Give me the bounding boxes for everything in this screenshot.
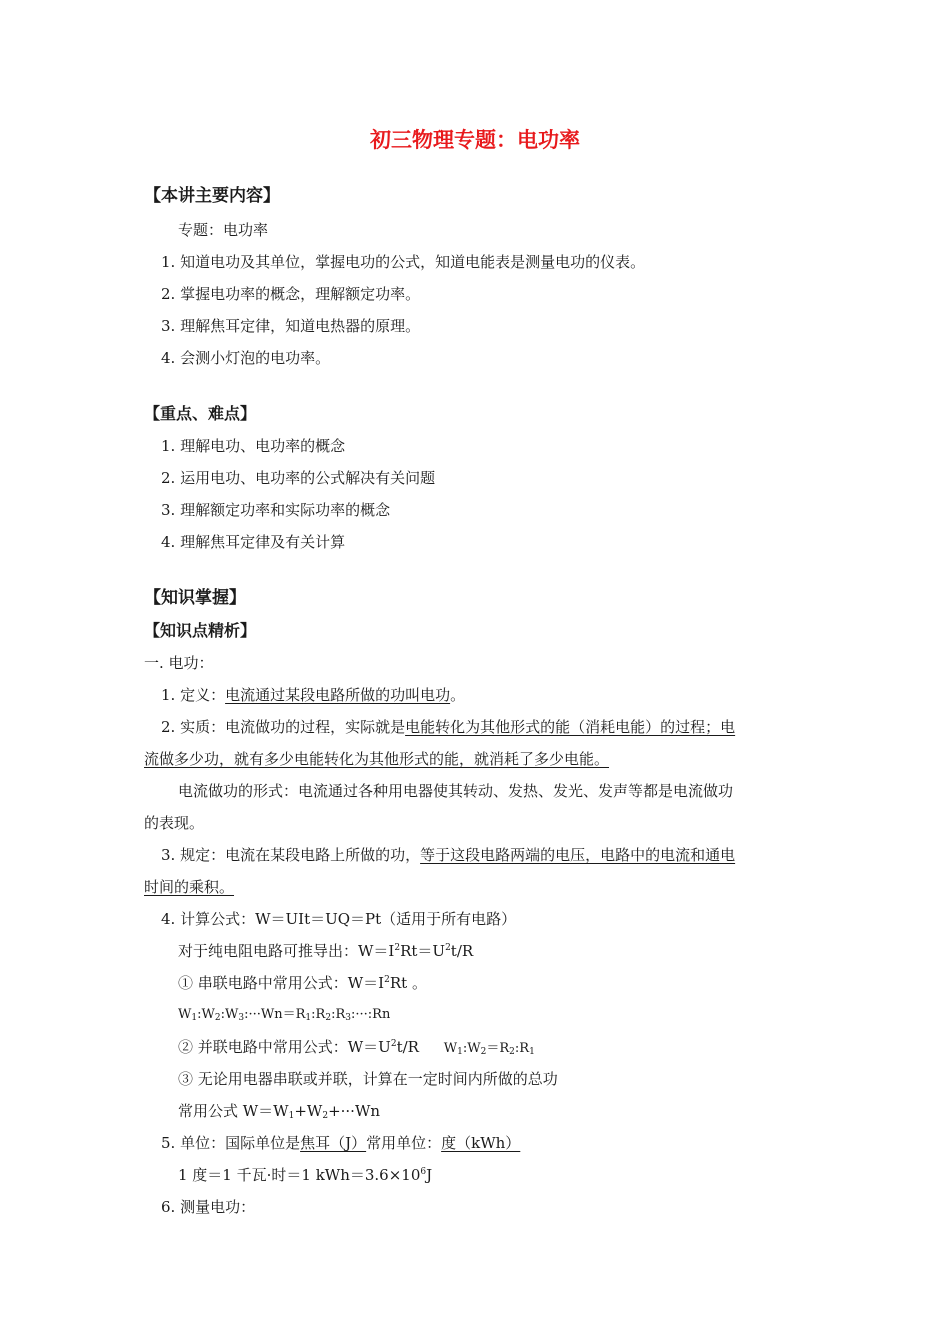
form-line-2: 的表现。 xyxy=(144,814,205,832)
nature-underlined-2: 流做多少功，就有多少电能转化为其他形式的能，就消耗了多少电能。 xyxy=(144,750,610,768)
parallel-formula xyxy=(178,1037,535,1059)
formula-part: R xyxy=(295,1007,306,1022)
formula-part: :···Wn＝ xyxy=(244,1007,296,1022)
nature-underlined-1: 电能转化为其他形式的能（消耗电能）的过程；电 xyxy=(405,718,736,736)
page-title: 初三物理专题：电功率 xyxy=(370,128,580,152)
subscript: 2 xyxy=(322,1111,329,1121)
total-work-line: ③ 无论用电器串联或并联，计算在一定时间内所做的总功 xyxy=(178,1070,558,1088)
measure-line: 6. 测量电功： xyxy=(161,1198,256,1216)
main-content-item: 2. 掌握电功率的概念，理解额定功率。 xyxy=(161,285,421,303)
section-heading-knowledge: 【知识掌握】 xyxy=(144,588,246,608)
formula-part: W xyxy=(467,1041,481,1056)
formula-part: : xyxy=(331,1007,336,1022)
formula-line: 4. 计算公式：W＝UIt＝UQ＝Pt（适用于所有电路） xyxy=(161,910,517,928)
rule-line-1 xyxy=(161,845,735,865)
unit-si: 焦耳（J） xyxy=(300,1134,367,1152)
nature-label: 2. 实质：电流做功的过程，实际就是 xyxy=(161,718,406,736)
formula-part: t/R xyxy=(396,1038,419,1056)
subscript: 2 xyxy=(214,1013,221,1023)
series-formula xyxy=(178,973,427,993)
formula-part: ① 串联电路中常用公式：W＝I xyxy=(178,974,385,992)
section-heading-main-content: 【本讲主要内容】 xyxy=(144,186,280,206)
key-point-item: 1. 理解电功、电功率的概念 xyxy=(161,437,346,455)
subscript: 2 xyxy=(480,1047,487,1057)
formula-part: : xyxy=(311,1007,316,1022)
formula-part: ＝ xyxy=(486,1041,500,1056)
subscript: 2 xyxy=(509,1047,515,1057)
superscript: 2 xyxy=(390,1039,397,1049)
main-content-item: 4. 会测小灯泡的电功率。 xyxy=(161,349,331,367)
formula-part: 1 度＝1 千瓦·时＝1 kWh＝3.6×10 xyxy=(178,1166,421,1184)
nature-line-1 xyxy=(161,717,735,737)
formula-part: : xyxy=(462,1041,468,1056)
subscript: 1 xyxy=(191,1013,198,1023)
key-point-item: 2. 运用电功、电功率的公式解决有关问题 xyxy=(161,469,436,487)
formula-part: R xyxy=(315,1007,326,1022)
pure-resistance-formula xyxy=(178,941,473,961)
form-line-1: 电流做功的形式：电流通过各种用电器使其转动、发热、发光、发声等都是电流做功 xyxy=(178,782,734,800)
formula-part: : xyxy=(220,1007,225,1022)
unit-common: 度（kWh） xyxy=(441,1134,521,1152)
formula-part: W xyxy=(201,1007,215,1022)
key-point-item: 3. 理解额定功率和实际功率的概念 xyxy=(161,501,391,519)
subscript: 1 xyxy=(305,1013,312,1023)
parallel-ratio xyxy=(444,1041,535,1056)
formula-part: :···:Rn xyxy=(351,1007,391,1022)
superscript: 6 xyxy=(420,1167,427,1177)
formula-part: W xyxy=(225,1007,239,1022)
subscript: 3 xyxy=(238,1013,245,1023)
definition-line xyxy=(161,685,465,705)
superscript: 2 xyxy=(384,975,390,985)
formula-part: 常用公式 W＝W xyxy=(178,1102,289,1120)
subscript: 3 xyxy=(345,1013,351,1023)
subscript: 1 xyxy=(288,1111,295,1121)
formula-part: Rt 。 xyxy=(389,974,427,992)
superscript: 2 xyxy=(394,943,401,953)
subscript: 1 xyxy=(457,1047,463,1057)
rule-line-2 xyxy=(144,877,234,897)
formula-part: +W xyxy=(294,1102,323,1120)
unit-label: 5. 单位：国际单位是 xyxy=(161,1134,301,1152)
superscript: 2 xyxy=(445,943,451,953)
main-content-item: 3. 理解焦耳定律，知道电热器的原理。 xyxy=(161,317,421,335)
nature-line-2 xyxy=(144,749,609,769)
rule-underlined-1: 等于这段电路两端的电压，电路中的电流和通电 xyxy=(420,846,736,864)
formula-part: R xyxy=(519,1041,530,1056)
formula-part: R xyxy=(499,1041,510,1056)
unit-mid: 常用单位： xyxy=(366,1134,442,1152)
formula-part: W xyxy=(178,1007,192,1022)
key-point-item: 4. 理解焦耳定律及有关计算 xyxy=(161,533,346,551)
part-one-heading: 一. 电功： xyxy=(144,654,214,672)
rule-label: 3. 规定：电流在某段电路上所做的功， xyxy=(161,846,421,864)
formula-part: ② 并联电路中常用公式：W＝U xyxy=(178,1038,391,1056)
subscript: 2 xyxy=(325,1013,332,1023)
series-ratio xyxy=(178,1005,390,1025)
formula-part: R xyxy=(335,1007,346,1022)
formula-part: Rt＝U xyxy=(400,942,446,960)
definition-text: 电流通过某段电路所做的功叫电功 xyxy=(225,686,451,704)
formula-part: 对于纯电阻电路可推导出：W＝I xyxy=(178,942,395,960)
topic-line: 专题：电功率 xyxy=(178,221,269,239)
formula-part: +···Wn xyxy=(328,1102,381,1120)
definition-label: 1. 定义： xyxy=(161,686,226,704)
formula-part: J xyxy=(426,1166,433,1184)
subheading-analysis: 【知识点精析】 xyxy=(144,621,257,640)
formula-part: : xyxy=(514,1041,520,1056)
unit-line xyxy=(161,1133,520,1153)
rule-underlined-2: 时间的乘积。 xyxy=(144,878,235,896)
formula-part: t/R xyxy=(450,942,474,960)
subscript: 1 xyxy=(529,1047,535,1057)
formula-part: : xyxy=(197,1007,202,1022)
conversion-line xyxy=(178,1165,432,1185)
main-content-item: 1. 知道电功及其单位，掌握电功的公式，知道电能表是测量电功的仪表。 xyxy=(161,253,646,271)
section-heading-key-points: 【重点、难点】 xyxy=(144,404,257,423)
formula-part: W xyxy=(443,1041,458,1056)
total-work-formula xyxy=(178,1101,380,1121)
definition-end: 。 xyxy=(450,686,466,704)
